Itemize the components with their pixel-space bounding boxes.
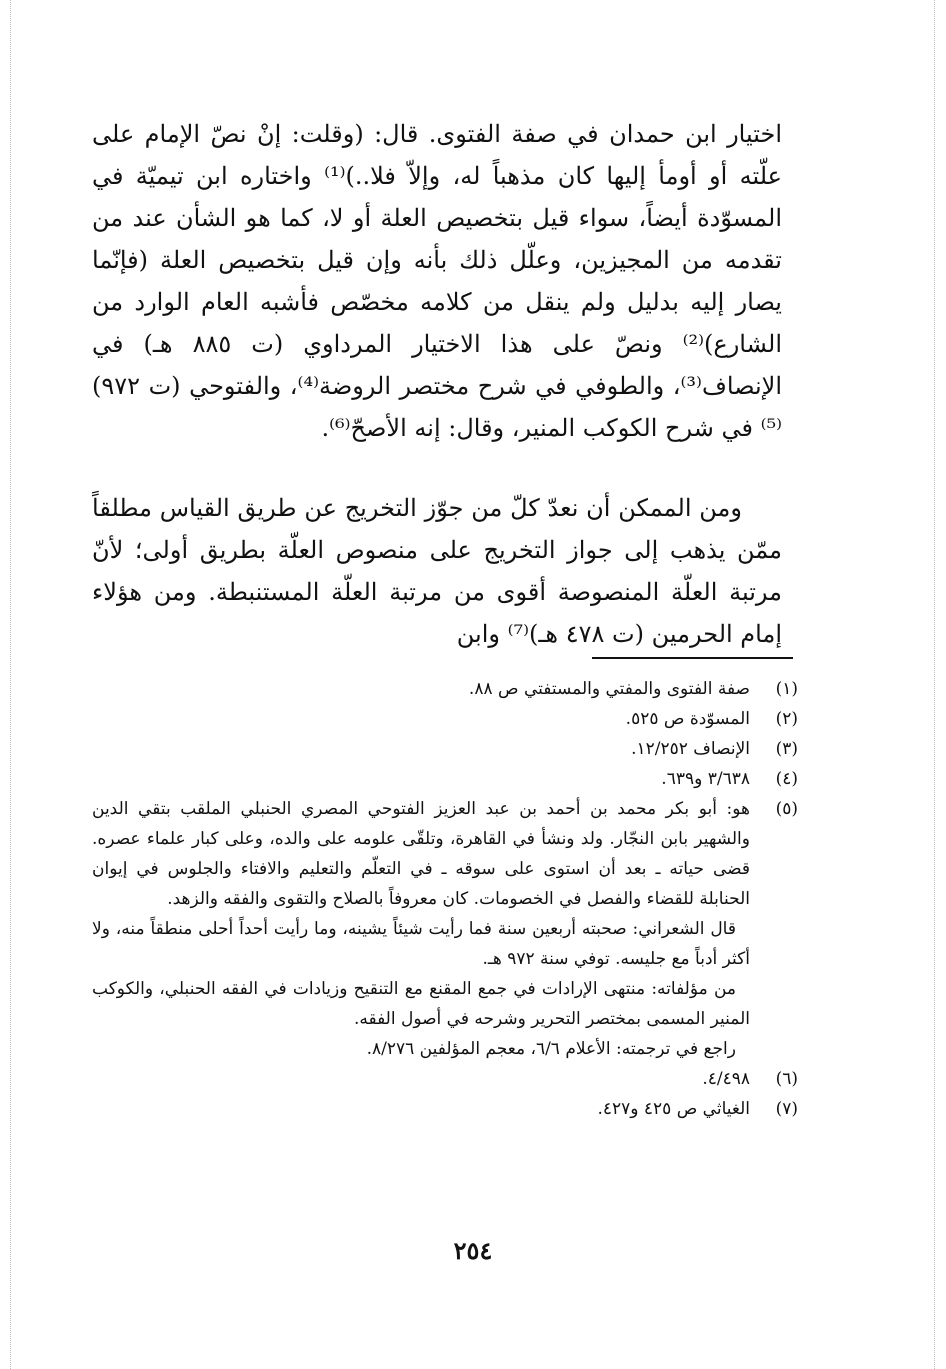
footnote-body — [92, 1094, 750, 1124]
footnote-number: (٥) — [775, 799, 798, 819]
footnote-text: قال الشعراني: صحبته أربعين سنة فما رأيت شيئاً يشينه، وما رأيت أحداً أحلى منطقاً منه، ولا أكثر أدباً مع جليسه. توفي سنة ٩٧٢ هـ. — [92, 919, 750, 969]
footnote-body — [92, 674, 750, 704]
footnote-number: (٦) — [775, 1069, 798, 1089]
footnote-text: ٤/٤٩٨. — [702, 1069, 750, 1089]
paragraph: ومن الممكن أن نعدّ كلّ من جوّز التخريج عن طريق القياس مطلقاً ممّن يذهب إلى جواز التخريج على منصوص العلّة بطريق أولى؛ لأنّ مرتبة العلّة المنصوصة أقوى من مرتبة العلّة المستنبطة. ومن هؤلاء إمام الحرمين (ت ٤٧٨ هـ)⁽⁷⁾ وابن — [92, 494, 782, 648]
footnote-text: المسوّدة ص ٥٢٥. — [625, 709, 750, 729]
footnote-number: (٣) — [775, 739, 798, 759]
footnote-item — [92, 734, 798, 764]
footnote-body — [92, 794, 750, 1064]
footnote-separator — [592, 657, 793, 659]
footnotes — [92, 674, 798, 1124]
footnote-number: (٢) — [775, 709, 798, 729]
scan-edge-right — [934, 0, 935, 1369]
footnote-text: من مؤلفاته: منتهى الإرادات في جمع المقنع مع التنقيح وزيادات في الفقه الحنبلي، والكوكب المنير المسمى بمختصر التحرير وشرحه في أصول الفقه. — [92, 979, 750, 1029]
footnote-text: راجع في ترجمته: الأعلام ٦/٦، معجم المؤلفين ٨/٢٧٦. — [366, 1039, 736, 1059]
footnote-number: (٤) — [775, 769, 798, 789]
footnote-body — [92, 704, 750, 734]
footnote-text: الغياثي ص ٤٢٥ و٤٢٧. — [597, 1099, 750, 1119]
footnote-text: ٣/٦٣٨ و٦٣٩. — [661, 769, 750, 789]
footnote-item — [92, 1094, 798, 1124]
paragraph: اختيار ابن حمدان في صفة الفتوى. قال: (وقلت: إنْ نصّ الإمام على علّته أو أومأ إليها كان مذهباً له، وإلاّ فلا..)⁽¹⁾ واختاره ابن تيميّة في المسوّدة أيضاً، سواء قيل بتخصيص العلة أو لا، كما هو الشأن عند من تقدمه من المجيزين، وعلّل ذلك بأنه وإن قيل بتخصيص العلة (فإنّما يصار إليه بدليل ولم ينقل من كلامه مخصّص فأشبه العام الوارد من الشارع)⁽²⁾ ونصّ على هذا الاختيار المرداوي (ت ٨٨٥ هـ) في الإنصاف⁽³⁾، والطوفي في شرح مختصر الروضة⁽⁴⁾، والفتوحي (ت ٩٧٢)⁽⁵⁾ في شرح الكوكب المنير، وقال: إنه الأصحّ⁽⁶⁾. — [92, 120, 782, 442]
footnote-text: الإنصاف ١٢/٢٥٢. — [631, 739, 750, 759]
footnote-item — [92, 674, 798, 704]
footnote-number: (٧) — [775, 1099, 798, 1119]
footnote-item — [92, 1064, 798, 1094]
footnote-body — [92, 764, 750, 794]
footnote-text: صفة الفتوى والمفتي والمستفتي ص ٨٨. — [468, 679, 750, 699]
footnote-body — [92, 1064, 750, 1094]
footnote-text: هو: أبو بكر محمد بن أحمد بن عبد العزيز الفتوحي المصري الحنبلي الملقب بتقي الدين والشهير بابن النجّار. ولد ونشأ في القاهرة، وتلقّى علومه على والده، وعلى كبار علماء عصره. قضى حياته ـ بعد أن استوى على سوقه ـ في التعلّم والتعليم والافتاء والجلوس في إيوان الحنابلة للقضاء والفصل في الخصومات. كان معروفاً بالصلاح والتقوى والفقه والزهد. — [92, 799, 750, 909]
scan-edge-left — [10, 0, 11, 1369]
footnote-item — [92, 704, 798, 734]
footnote-body — [92, 734, 750, 764]
footnote-item — [92, 764, 798, 794]
footnote-item — [92, 794, 798, 1064]
main-text — [92, 113, 782, 655]
page-number: ٢٥٤ — [453, 1236, 493, 1265]
footnote-number: (١) — [775, 679, 798, 699]
